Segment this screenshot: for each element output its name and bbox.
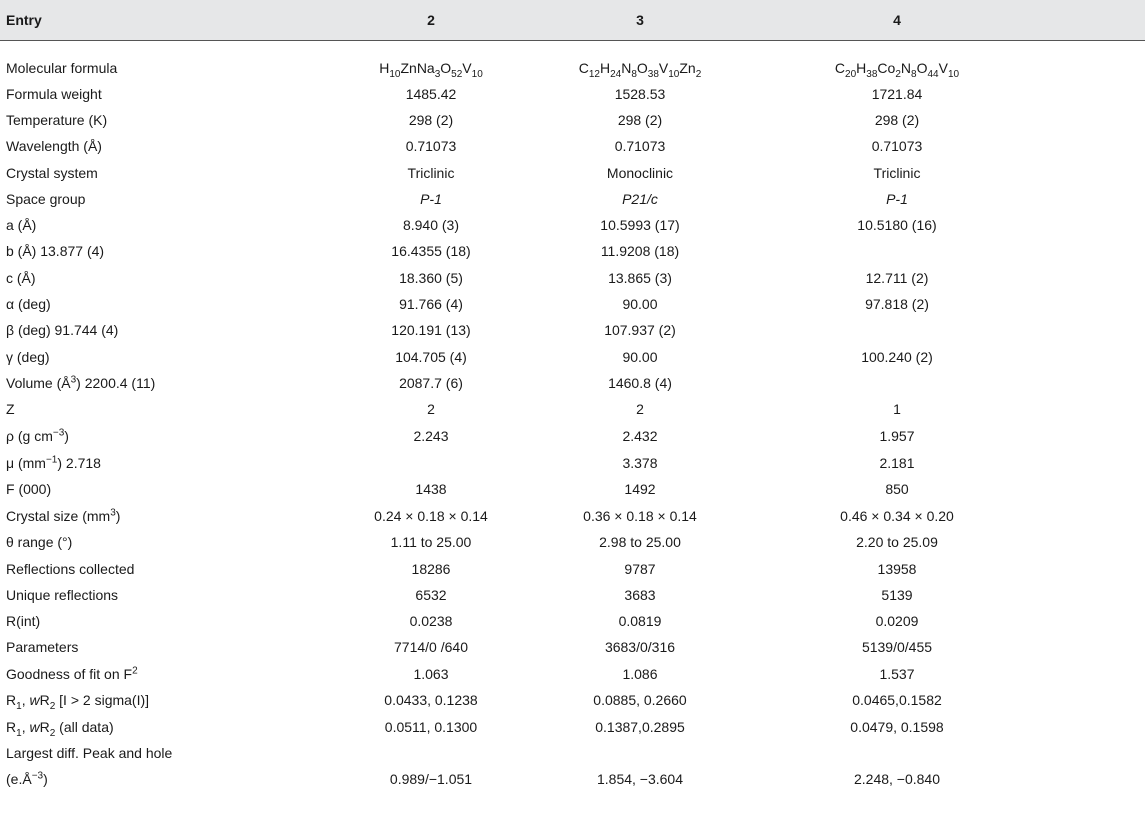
cell-2: 1485.42 bbox=[405, 86, 457, 102]
table-header bbox=[0, 0, 1145, 40]
cell-3: 2.98 to 25.00 bbox=[599, 534, 681, 550]
header-entry: Entry bbox=[6, 12, 42, 28]
cell-4: 97.818 (2) bbox=[865, 296, 929, 312]
cell-2: 0.24 × 0.18 × 0.14 bbox=[374, 508, 488, 524]
cell-3: 10.5993 (17) bbox=[600, 217, 680, 233]
cell-2: 0.0433, 0.1238 bbox=[384, 692, 478, 708]
cell-4: 0.0465,0.1582 bbox=[852, 692, 942, 708]
cell-3: 3.378 bbox=[622, 455, 658, 471]
cell-4: 850 bbox=[885, 481, 909, 497]
cell-3: 107.937 (2) bbox=[604, 322, 676, 338]
cell-3: 1.854, −3.604 bbox=[596, 771, 684, 787]
cell-2: 18.360 (5) bbox=[399, 270, 463, 286]
row-gamma bbox=[0, 344, 1145, 370]
cell-3: 9787 bbox=[624, 561, 656, 577]
cell-4: 5139 bbox=[881, 587, 913, 603]
row-beta bbox=[0, 317, 1145, 343]
cell-2: 0.0238 bbox=[409, 613, 453, 629]
cell-2: Triclinic bbox=[407, 165, 455, 181]
cell-2: 1438 bbox=[415, 481, 447, 497]
formula-2: $H_{10}ZnNa_3O_{52}V_{10}$ bbox=[379, 60, 483, 80]
row-f000 bbox=[0, 476, 1145, 502]
cell-2: 298 (2) bbox=[408, 112, 454, 128]
row-label: Wavelength (Å) bbox=[6, 138, 102, 154]
cell-4: 0.46 × 0.34 × 0.20 bbox=[840, 508, 954, 524]
row-density bbox=[0, 423, 1145, 449]
cell-2: 104.705 (4) bbox=[395, 349, 467, 365]
cell-4: Triclinic bbox=[873, 165, 921, 181]
cell-3: Monoclinic bbox=[606, 165, 674, 181]
row-label: Temperature (K) bbox=[6, 112, 108, 128]
cell-4: 1.537 bbox=[879, 666, 915, 682]
row-wavelength bbox=[0, 133, 1145, 159]
cell-2: 0.989/−1.051 bbox=[389, 771, 473, 787]
row-c bbox=[0, 265, 1145, 291]
row-theta-range bbox=[0, 529, 1145, 555]
cell-3: 2.432 bbox=[622, 428, 658, 444]
row-label: F (000) bbox=[6, 481, 52, 497]
cell-2: 18286 bbox=[411, 561, 451, 577]
row-label: Space group bbox=[6, 191, 86, 207]
cell-2: 0.0511, 0.1300 bbox=[384, 719, 478, 735]
cell-3: P21/c bbox=[622, 191, 658, 207]
row-label: Volume $(Å^3)$ 2200.4 (11) bbox=[6, 374, 156, 391]
row-label: β (deg) 91.744 (4) bbox=[6, 322, 119, 338]
cell-3: 13.865 (3) bbox=[608, 270, 672, 286]
cell-2: P-1 bbox=[420, 191, 442, 207]
row-a bbox=[0, 212, 1145, 238]
cell-4: 5139/0/455 bbox=[861, 639, 933, 655]
row-molecular-formula bbox=[0, 55, 1145, 81]
row-label: μ $(mm^{-1})$ 2.718 bbox=[6, 454, 101, 471]
cell-4: 1.957 bbox=[879, 428, 915, 444]
row-label: Reflections collected bbox=[6, 561, 135, 577]
cell-2: 2.243 bbox=[413, 428, 449, 444]
cell-3: 1460.8 (4) bbox=[608, 375, 672, 391]
row-label: c (Å) bbox=[6, 270, 36, 286]
row-label: Parameters bbox=[6, 639, 79, 655]
row-label: ρ (g $cm^{-3}$) bbox=[6, 427, 69, 444]
cell-4: 0.71073 bbox=[871, 138, 923, 154]
cell-4: 2.248, −0.840 bbox=[853, 771, 941, 787]
cell-2: 0.71073 bbox=[405, 138, 457, 154]
row-r-factors-obs bbox=[0, 687, 1145, 713]
row-formula-weight bbox=[0, 81, 1145, 107]
cell-3: 0.0885, 0.2660 bbox=[593, 692, 687, 708]
row-label: Largest diff. Peak and hole $(e.Å^{-3})$ bbox=[6, 745, 173, 787]
row-z bbox=[0, 396, 1145, 422]
cell-4: 298 (2) bbox=[874, 112, 920, 128]
row-label: Molecular formula bbox=[6, 60, 118, 76]
row-goodness-of-fit bbox=[0, 661, 1145, 687]
cell-3: 1528.53 bbox=[614, 86, 666, 102]
row-label: a (Å) bbox=[6, 217, 37, 233]
row-crystal-size bbox=[0, 503, 1145, 529]
row-unique-reflections bbox=[0, 582, 1145, 608]
cell-4: 13958 bbox=[877, 561, 917, 577]
row-largest-diff bbox=[0, 740, 1145, 792]
cell-3: 2 bbox=[636, 401, 644, 417]
cell-3: 0.0819 bbox=[618, 613, 662, 629]
cell-4: P-1 bbox=[886, 191, 908, 207]
row-temperature bbox=[0, 107, 1145, 133]
header-compound-2: 2 bbox=[427, 12, 435, 28]
row-crystal-system bbox=[0, 160, 1145, 186]
cell-2: 6532 bbox=[415, 587, 447, 603]
row-label: Z bbox=[6, 401, 15, 417]
row-reflections-collected bbox=[0, 556, 1145, 582]
row-mu bbox=[0, 450, 1145, 476]
header-compound-4: 4 bbox=[893, 12, 901, 28]
row-label: θ range (°) bbox=[6, 534, 73, 550]
row-label: $R_1$, $wR_2$ [I > 2 sigma(I)] bbox=[6, 692, 150, 712]
header-rule bbox=[0, 40, 1145, 41]
header-compound-3: 3 bbox=[636, 12, 644, 28]
cell-2: 7714/0 /640 bbox=[394, 639, 468, 655]
cell-4: 0.0209 bbox=[875, 613, 919, 629]
cell-3: 90.00 bbox=[622, 296, 658, 312]
cell-2: 1.11 to 25.00 bbox=[390, 534, 472, 550]
cell-3: 0.71073 bbox=[614, 138, 666, 154]
cell-3: 3683 bbox=[624, 587, 656, 603]
cell-3: 90.00 bbox=[622, 349, 658, 365]
cell-3: 0.1387,0.2895 bbox=[595, 719, 685, 735]
cell-4: 2.181 bbox=[879, 455, 915, 471]
row-label: Goodness of fit on $F^2$ bbox=[6, 665, 138, 682]
cell-2: 91.766 (4) bbox=[399, 296, 463, 312]
cell-4: 12.711 (2) bbox=[865, 270, 929, 286]
cell-2: 2087.7 (6) bbox=[399, 375, 463, 391]
cell-4 bbox=[677, 238, 1117, 264]
row-b bbox=[0, 238, 1145, 264]
cell-3: 1.086 bbox=[622, 666, 658, 682]
cell-2: 8.940 (3) bbox=[402, 217, 460, 233]
row-label: α (deg) bbox=[6, 296, 51, 312]
row-volume bbox=[0, 370, 1145, 396]
cell-4: 1 bbox=[893, 401, 901, 417]
cell-2: 2 bbox=[427, 401, 435, 417]
row-label: b (Å) 13.877 (4) bbox=[6, 243, 105, 259]
cell-4 bbox=[677, 317, 1117, 343]
row-label: Crystal size $(mm^3)$ bbox=[6, 507, 121, 524]
row-label: R(int) bbox=[6, 613, 41, 629]
cell-3: 3683/0/316 bbox=[604, 639, 676, 655]
row-space-group bbox=[0, 186, 1145, 212]
cell-4: 100.240 (2) bbox=[861, 349, 933, 365]
row-label: Formula weight bbox=[6, 86, 102, 102]
row-label: $R_1$, $wR_2$ (all data) bbox=[6, 719, 114, 739]
cell-2: 16.4355 (18) bbox=[391, 243, 471, 259]
row-r-factors-all bbox=[0, 714, 1145, 740]
cell-4: 1721.84 bbox=[871, 86, 923, 102]
cell-3: 1492 bbox=[624, 481, 656, 497]
row-label: γ (deg) bbox=[6, 349, 50, 365]
cell-4 bbox=[677, 370, 1117, 396]
formula-3: $C_{12}H_{24}N_8O_{38}V_{10}Zn_2$ bbox=[578, 60, 702, 80]
row-label: Unique reflections bbox=[6, 587, 119, 603]
cell-3: 11.9208 (18) bbox=[600, 243, 680, 259]
cell-3: 298 (2) bbox=[617, 112, 663, 128]
cell-2: 120.191 (13) bbox=[391, 322, 471, 338]
row-label: Crystal system bbox=[6, 165, 98, 181]
cell-4: 0.0479, 0.1598 bbox=[850, 719, 944, 735]
row-alpha bbox=[0, 291, 1145, 317]
cell-2: 1.063 bbox=[413, 666, 449, 682]
formula-4: $C_{20}H_{38}Co_2N_8O_{44}V_{10}$ bbox=[834, 60, 960, 80]
row-parameters bbox=[0, 634, 1145, 660]
cell-4: 10.5180 (16) bbox=[857, 217, 937, 233]
row-rint bbox=[0, 608, 1145, 634]
cell-4: 2.20 to 25.09 bbox=[856, 534, 938, 550]
cell-3: 0.36 × 0.18 × 0.14 bbox=[583, 508, 697, 524]
